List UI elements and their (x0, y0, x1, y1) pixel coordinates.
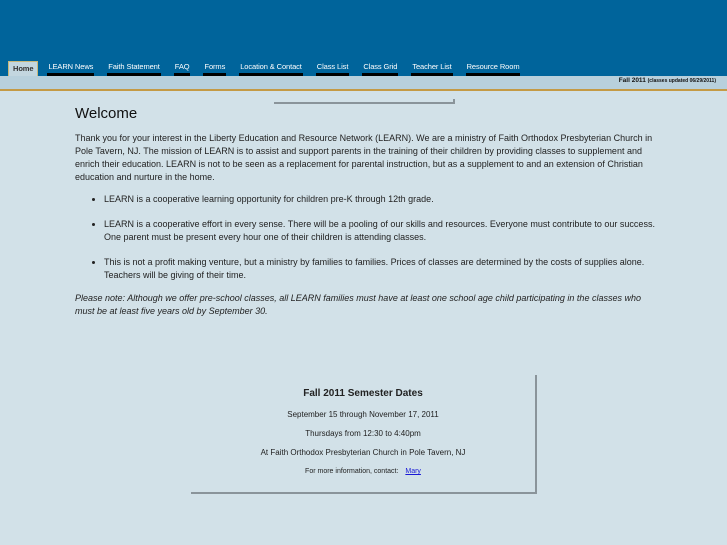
nav-teacher-list[interactable]: Teacher List (411, 63, 452, 76)
nav-resource-room[interactable]: Resource Room (466, 63, 521, 76)
nav-forms[interactable]: Forms (203, 63, 226, 76)
nav-class-list[interactable]: Class List (316, 63, 350, 76)
page-title: Welcome (75, 105, 138, 122)
updated-label: (classes updated 06/29/2011) (647, 78, 716, 84)
nav-location-contact[interactable]: Location & Contact (239, 63, 303, 76)
age-note: Please note: Although we offer pre-school classes, all LEARN families must have at least one school age child participating in the classes who must be at least five years old by September 30. (75, 293, 641, 316)
semester-title: Fall 2011 Semester Dates (303, 388, 423, 399)
nav-class-grid[interactable]: Class Grid (362, 63, 398, 76)
contact-line (191, 468, 535, 475)
nav-home[interactable]: Home (8, 61, 38, 76)
term-label: Fall 2011 (618, 77, 646, 84)
main-nav (8, 61, 533, 76)
nav-faq[interactable]: FAQ (174, 63, 191, 76)
term-bar (0, 76, 727, 89)
contact-label: For more information, contact: (305, 468, 399, 475)
semester-info-box (191, 375, 537, 494)
accent-divider (0, 89, 727, 91)
semester-dates: September 15 through November 17, 2011 (287, 410, 439, 419)
nav-faith-statement[interactable]: Faith Statement (107, 63, 160, 76)
semester-location: At Faith Orthodox Presbyterian Church in Pole Tavern, NJ (260, 448, 466, 457)
list-item: • LEARN is a cooperative effort in every sense. There will be a pooling of our skills and resources. Everyone must contribute to our success. One parent must be present every hour one of their children is attending classes. (104, 218, 655, 244)
list-item: • LEARN is a cooperative learning opportunity for children pre-K through 12th grade. (104, 193, 655, 206)
decorative-rule (274, 99, 455, 104)
semester-time: Thursdays from 12:30 to 4:40pm (305, 429, 421, 438)
feature-list (75, 193, 655, 282)
list-item: • This is not a profit making venture, but a ministry by families to families. Prices of classes are determined by the costs of supplies alone. Teachers will be giving of their time. (104, 256, 655, 282)
term-status (619, 77, 716, 84)
main-content (75, 107, 655, 318)
intro-paragraph: Thank you for your interest in the Liberty Education and Resource Network (LEARN). We are a ministry of Faith Orthodox Presbyterian Church in Pole Tavern, NJ. The mission of LEARN is to assist and support parents in the training of their children by providing classes to supplement and enrich their education. LEARN is not to be seen as a replacement for parental instruction, but as a supplement to and an extension of Christian education and nurture in the home. (75, 133, 653, 182)
contact-link[interactable]: Mary (405, 468, 421, 475)
nav-learn-news[interactable]: LEARN News (47, 63, 94, 76)
